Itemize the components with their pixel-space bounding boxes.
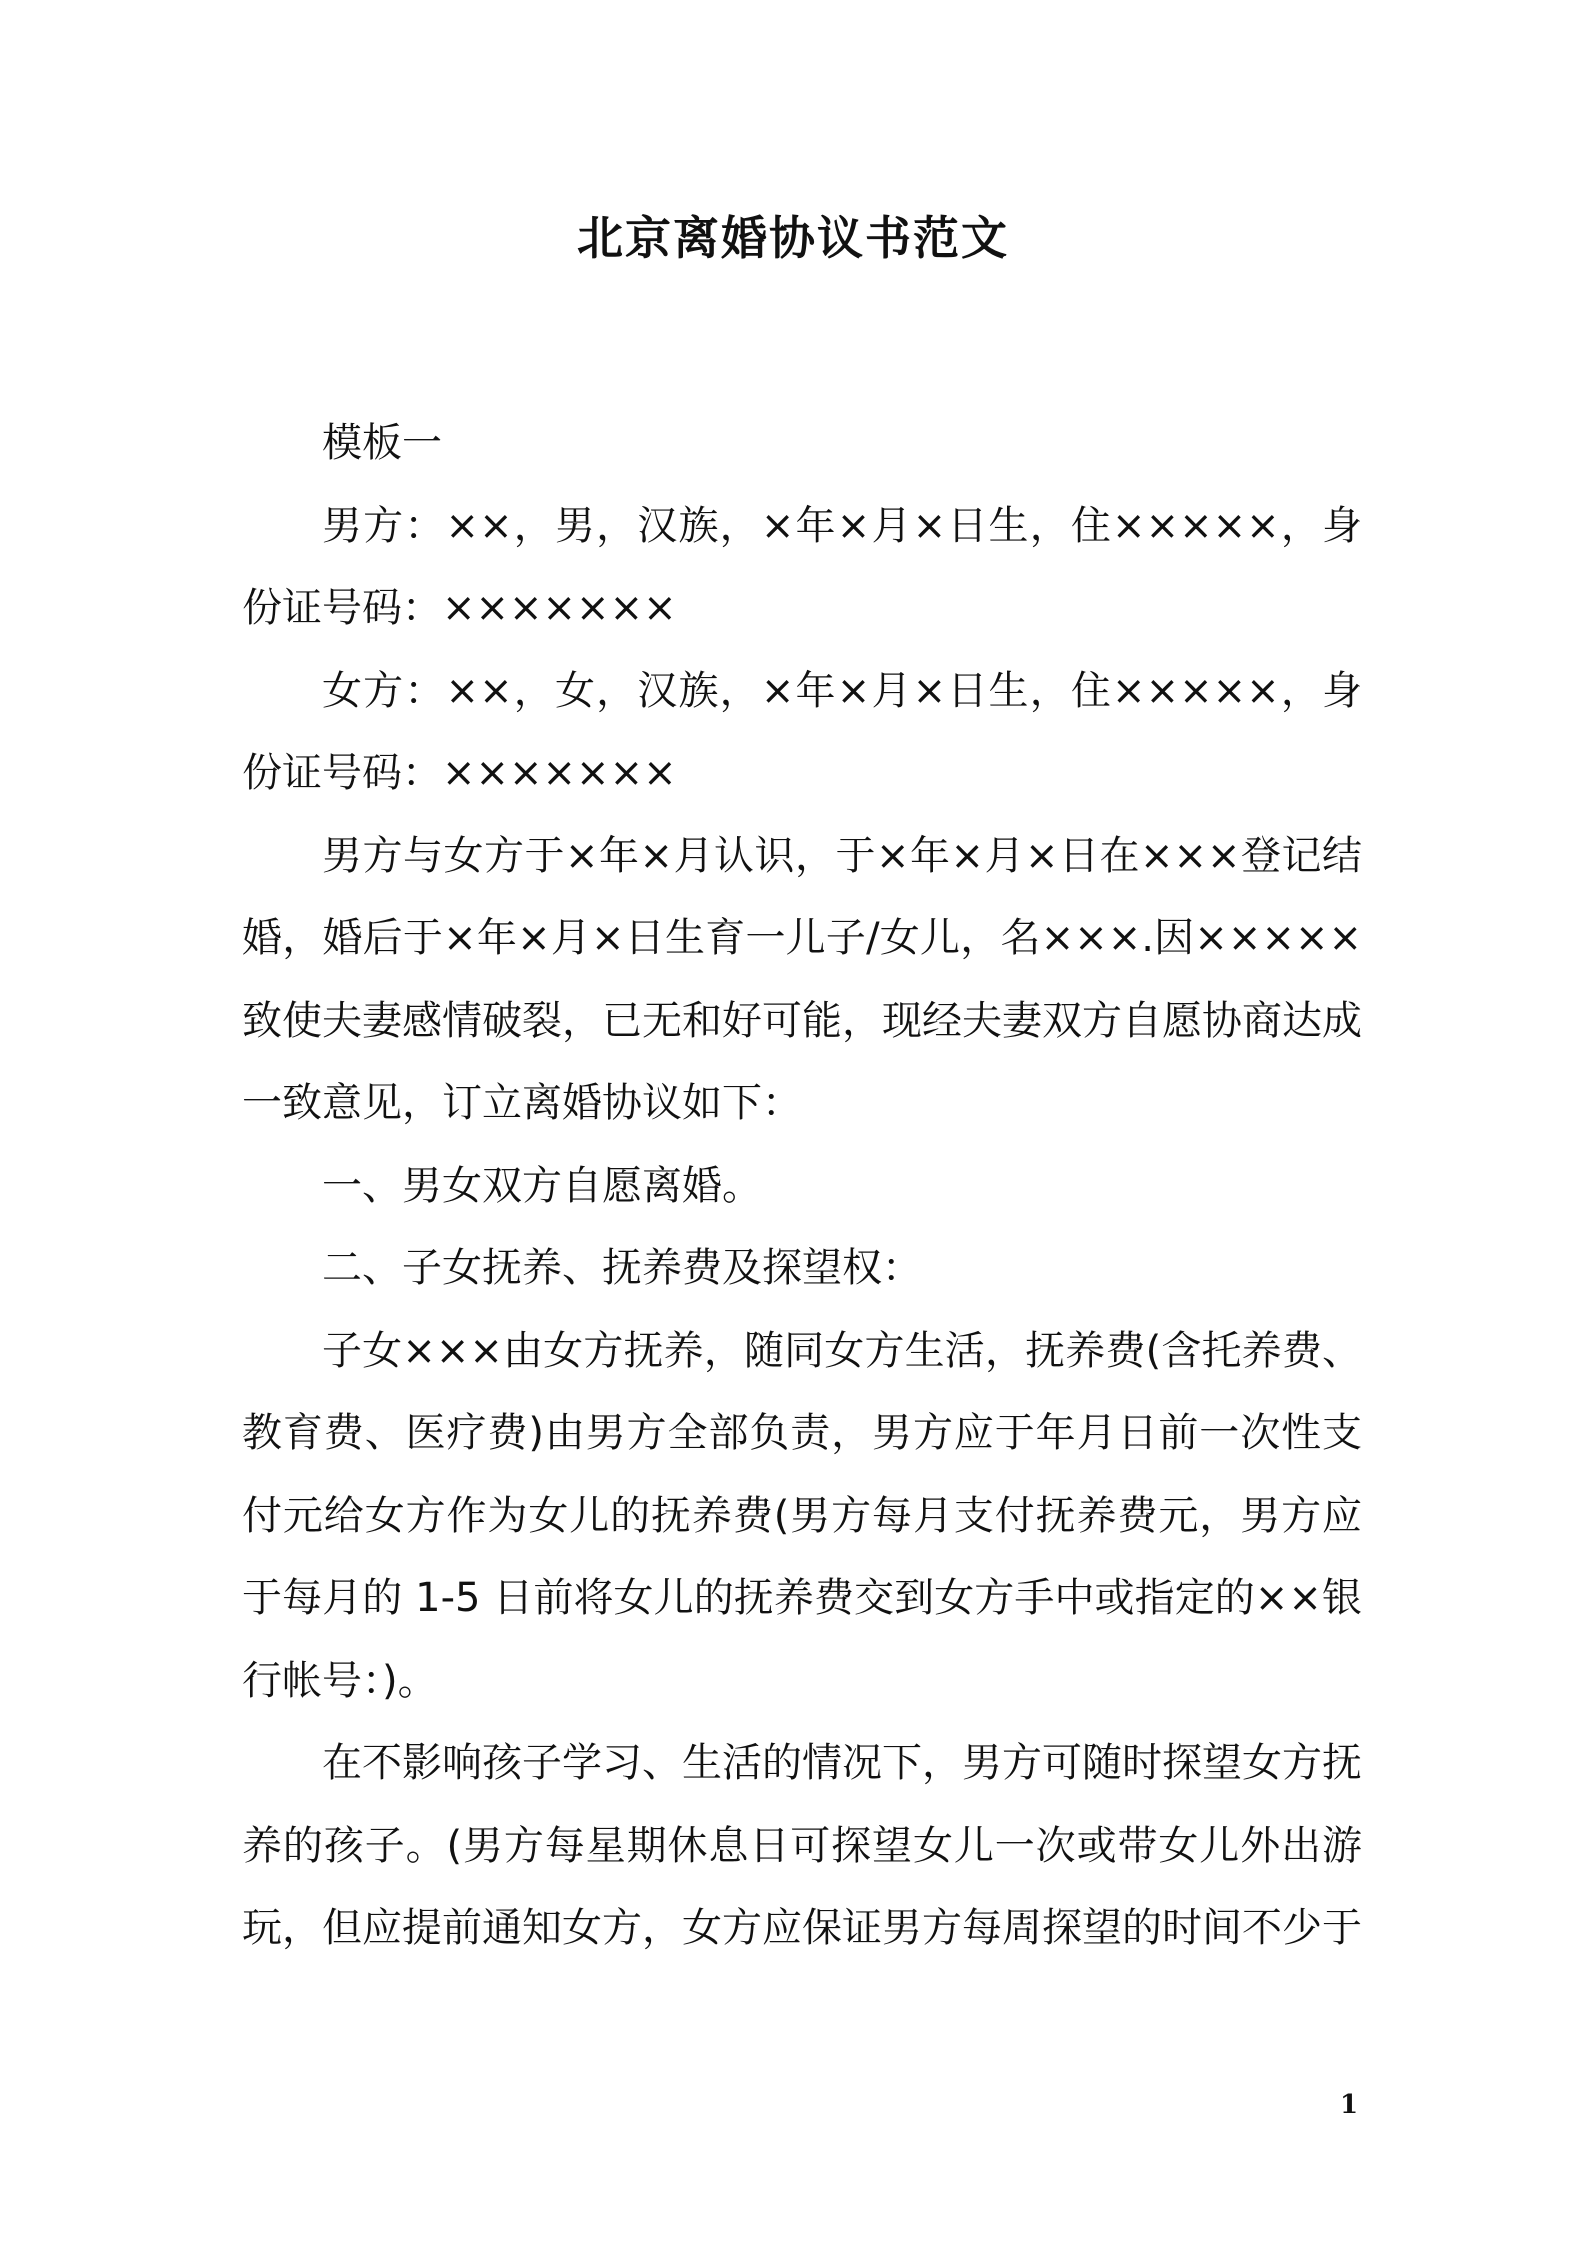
document-title: 北京离婚协议书范文 [577, 211, 1009, 265]
paragraph-clause-one: 一、男女双方自愿离婚。 [322, 1162, 762, 1209]
paragraph-clause-two-heading: 二、子女抚养、抚养费及探望权： [322, 1245, 922, 1291]
paragraph-background: 男方与女方于×年×月认识，于×年×月×日在×××登记结婚，婚后于×年×月×日生育一儿子/女儿，名×××.因×××××致使夫妻感情破裂，已无和好可能，现经夫妻双方自愿协商达成一致意见，订立离婚协议如下： [242, 832, 1362, 1126]
paragraph-child-support: 子女×××由女方抚养，随同女方生活，抚养费(含托养费、教育费、医疗费)由男方全部负责，男方应于年月日前一次性支付元给女方作为女儿的抚养费(男方每月支付抚养费元，男方应于每月的 1-5 日前将女儿的抚养费交到女方手中或指定的××银行帐号：)。 [242, 1327, 1362, 1704]
document-body [242, 402, 1362, 1970]
page-number: 1 [1340, 2090, 1359, 2120]
paragraph-template-heading: 模板一 [322, 420, 442, 466]
paragraph-female-party: 女方：××，女，汉族，×年×月×日生，住×××××，身份证号码：××××××× [242, 667, 1362, 796]
paragraph-male-party: 男方：××，男，汉族，×年×月×日生，住×××××，身份证号码：××××××× [242, 502, 1362, 631]
paragraph-visitation: 在不影响孩子学习、生活的情况下，男方可随时探望女方抚养的孩子。(男方每星期休息日可探望女儿一次或带女儿外出游玩，但应提前通知女方，女方应保证男方每周探望的时间不少于 [242, 1740, 1362, 1951]
